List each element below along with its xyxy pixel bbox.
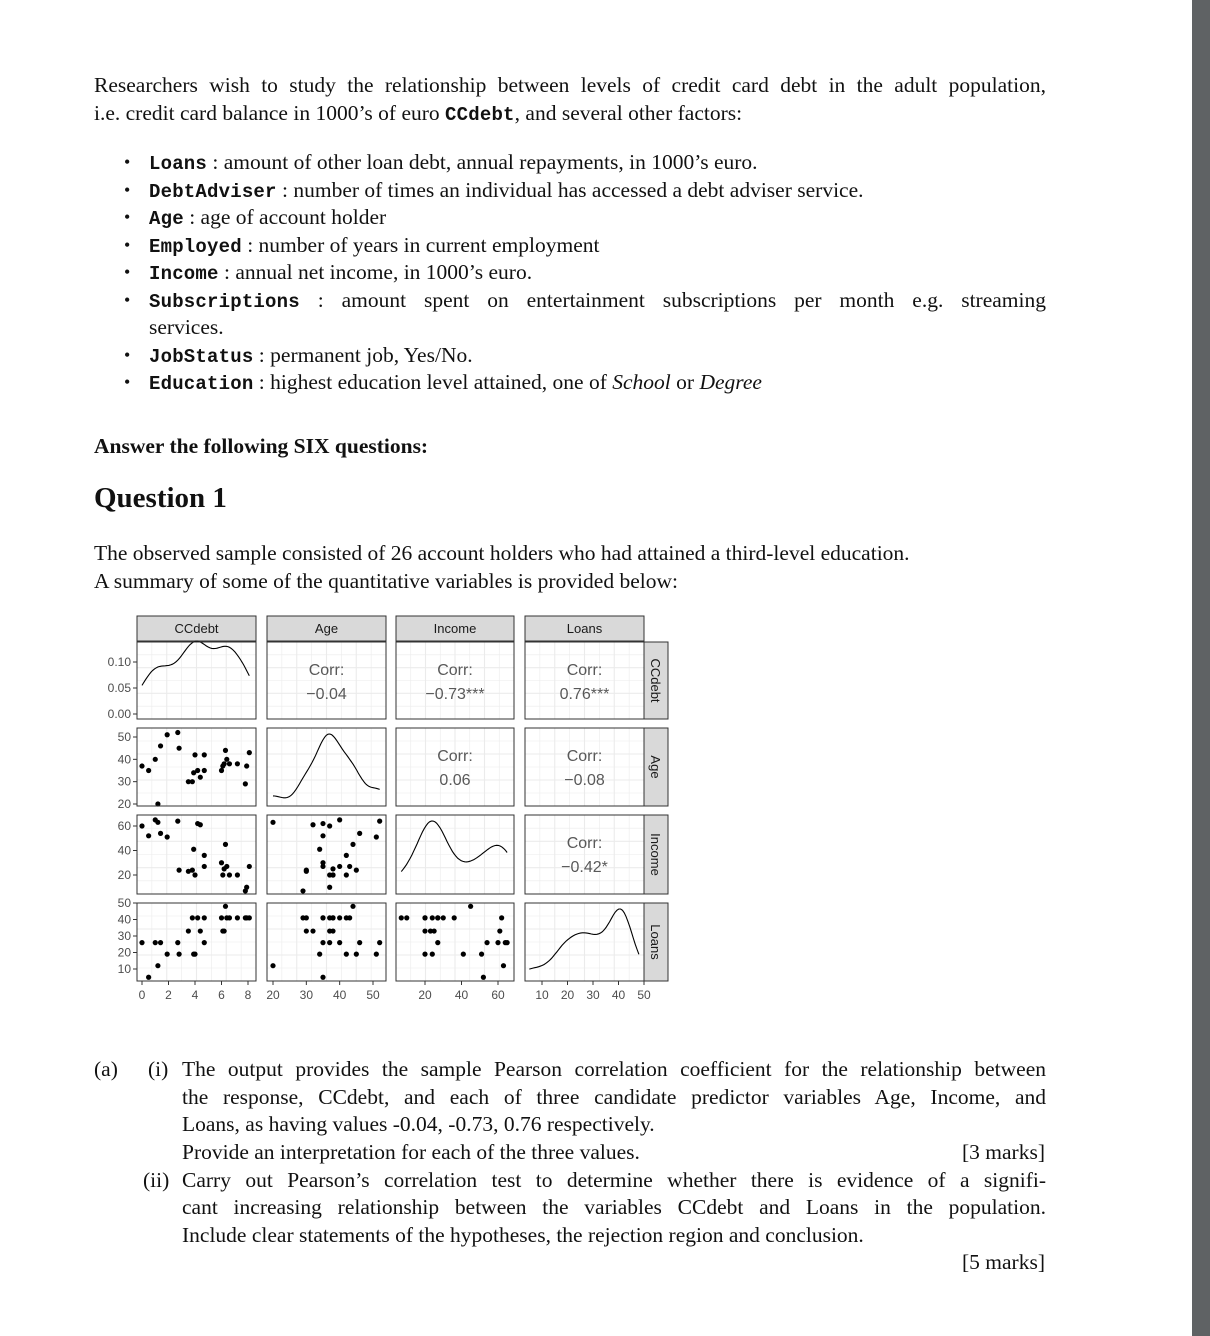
scatter-point [139, 763, 144, 768]
scatter-point [337, 817, 342, 822]
x-tick-label: 20 [266, 988, 280, 1002]
scatter-point [190, 915, 195, 920]
scatter-point [317, 847, 322, 852]
corr-label: Corr: [308, 662, 345, 679]
y-tick-label: 20 [117, 797, 131, 811]
scatter-point [320, 975, 325, 980]
scatter-point [202, 768, 207, 773]
scatter-point [175, 940, 180, 945]
row-strip-label: Income [648, 833, 663, 876]
part-a-i-label: (i) [148, 1057, 169, 1081]
var-name: CCdebt [445, 104, 515, 126]
scatter-point [300, 915, 305, 920]
scatter-point [468, 904, 473, 909]
scatter-point [155, 820, 160, 825]
x-tick-label: 30 [586, 988, 600, 1002]
scatter-point [223, 748, 228, 753]
scatter-point [202, 853, 207, 858]
scatter-point [190, 868, 195, 873]
strip-label: Age [314, 621, 339, 636]
scatter-point [404, 915, 409, 920]
scatter-point [479, 952, 484, 957]
scatter-point [158, 743, 163, 748]
y-tick-label: 40 [117, 912, 131, 927]
scatter-point [227, 872, 232, 877]
scatter-point [244, 885, 249, 890]
scatter-point [330, 872, 335, 877]
scatter-point [501, 963, 506, 968]
corr-label: Corr: [566, 748, 603, 765]
scatter-point [270, 963, 275, 968]
scatter-point [357, 940, 362, 945]
scatter-point [219, 860, 224, 865]
corr-value: 0.06 [439, 772, 471, 789]
scatter-point [155, 963, 160, 968]
scatter-point [139, 940, 144, 945]
corr-label: Corr: [437, 748, 473, 765]
scatter-point [432, 928, 437, 933]
scatter-point [198, 775, 203, 780]
y-tick-label: 30 [117, 774, 131, 789]
var-option: School [612, 370, 671, 394]
var-name: Education [149, 373, 254, 395]
y-tick-label: 40 [117, 843, 131, 858]
row-strip-label: Age [648, 755, 663, 779]
var-desc: : highest education level attained, one of [253, 370, 613, 394]
scatter-point [192, 872, 197, 877]
panel-loans-ccdebt [137, 903, 256, 981]
scatter-point [430, 915, 435, 920]
y-tick-label: 60 [117, 819, 131, 833]
scatter-point [320, 821, 325, 826]
var-desc: : number of times an individual has accessed a debt adviser service. [276, 178, 864, 202]
bullet-icon: • [124, 345, 131, 365]
scatter-point [374, 952, 379, 957]
y-tick-label: 50 [117, 896, 131, 910]
scatter-point [430, 952, 435, 957]
scatter-point [317, 952, 322, 957]
scatter-point [165, 952, 170, 957]
corr-label: Corr: [437, 662, 473, 679]
part-a-ii-line: Include clear statements of the hypotheses, the rejection region and conclusion. [182, 1223, 864, 1247]
x-tick-label: 30 [299, 988, 314, 1002]
scatter-point [192, 752, 197, 757]
scatter-point [422, 928, 427, 933]
scatter-point [158, 831, 163, 836]
scatter-point [219, 915, 224, 920]
scatter-point [484, 940, 489, 945]
var-name: Subscriptions [149, 291, 300, 313]
var-desc: : amount of other loan debt, annual repayments, in 1000’s euro. [207, 150, 758, 174]
corr-value: −0.73*** [425, 686, 485, 703]
var-option: or [670, 370, 700, 394]
var-name: Age [149, 208, 184, 230]
scatter-point [304, 868, 309, 873]
var-desc: : permanent job, Yes/No. [253, 343, 473, 367]
scatter-point [327, 823, 332, 828]
scatter-point [153, 940, 158, 945]
part-a-i-marks: [3 marks] [962, 1140, 1045, 1164]
x-tick-label: 20 [560, 988, 575, 1002]
scatter-point [320, 860, 325, 865]
var-name: Employed [149, 236, 242, 258]
scatter-point [202, 864, 207, 869]
scatter-point [422, 915, 427, 920]
scatter-point [452, 915, 457, 920]
var-name: Income [149, 263, 219, 285]
scatter-point [146, 975, 151, 980]
y-tick-label: 10 [117, 962, 131, 976]
scatter-point [310, 928, 315, 933]
y-tick-label: 0.00 [107, 707, 131, 721]
scatter-point [224, 757, 229, 762]
scatter-point [330, 928, 335, 933]
scatter-point [435, 940, 440, 945]
scatter-point [497, 928, 502, 933]
scatter-point [300, 888, 305, 893]
scatter-point [198, 928, 203, 933]
panel-income-ccdebt [137, 815, 256, 894]
panel-age-ccdebt [137, 728, 256, 807]
question-intro-1: The observed sample consisted of 26 account holders who had attained a third-level education. [94, 541, 910, 565]
panel-age-age [267, 728, 386, 806]
scatter-point [175, 819, 180, 824]
scatter-point [190, 779, 195, 784]
x-tick-label: 50 [366, 988, 380, 1002]
scatter-point [202, 752, 207, 757]
scatter-point [422, 952, 427, 957]
scatter-point [153, 757, 158, 762]
scatter-point [327, 915, 332, 920]
scatter-point [320, 940, 325, 945]
scatter-point [175, 730, 180, 735]
intro-line-1: Researchers wish to study the relationship between levels of credit card debt in the adult population, [94, 73, 1046, 97]
scatter-point [202, 915, 207, 920]
instructions: Answer the following SIX questions: [94, 434, 429, 458]
scatter-point [330, 866, 335, 871]
scatter-point [344, 872, 349, 877]
scatter-point [247, 750, 252, 755]
scatter-point [247, 915, 252, 920]
bullet-icon: • [124, 235, 131, 255]
intro-text: i.e. credit card balance in 1000’s of euro [94, 101, 446, 125]
panel-loans-loans [525, 903, 644, 981]
scatter-point [461, 952, 466, 957]
scatter-point [337, 940, 342, 945]
scatter-point [337, 915, 342, 920]
scatter-point [220, 872, 225, 877]
scatter-point [320, 915, 325, 920]
scatter-point [310, 822, 315, 827]
bullet-icon: • [124, 372, 131, 392]
panel-loans-age [267, 903, 386, 981]
var-name: JobStatus [149, 346, 254, 368]
scatter-point [350, 842, 355, 847]
scatter-point [158, 940, 163, 945]
scatter-point [227, 915, 232, 920]
scatter-point [495, 940, 500, 945]
scatter-point [327, 885, 332, 890]
scatter-point [195, 915, 200, 920]
bullet-icon: • [124, 290, 131, 310]
x-tick-label: 40 [611, 988, 626, 1002]
var-name: DebtAdviser [149, 181, 277, 203]
y-tick-label: 20 [117, 945, 131, 960]
scatter-point [344, 853, 349, 858]
scatter-point [235, 872, 240, 877]
var-desc: : annual net income, in 1000’s euro. [218, 260, 533, 284]
x-tick-label: 4 [191, 988, 199, 1002]
scatter-point [337, 864, 342, 869]
part-a-label: (a) [94, 1057, 118, 1081]
scatter-point [192, 952, 197, 957]
scatter-point [146, 768, 151, 773]
scatter-point [177, 868, 182, 873]
var-option: Degree [699, 370, 762, 394]
scatter-point [347, 864, 352, 869]
panel-income-age [267, 815, 386, 894]
scatter-point [244, 763, 249, 768]
scatter-point [374, 834, 379, 839]
x-tick-label: 10 [535, 988, 549, 1002]
scatter-point [243, 781, 248, 786]
y-tick-label: 20 [117, 868, 131, 882]
y-tick-label: 50 [117, 730, 131, 744]
scatter-point [270, 820, 275, 825]
scatter-point [223, 904, 228, 909]
scatter-point [219, 768, 224, 773]
scatter-point [186, 928, 191, 933]
x-tick-label: 20 [418, 988, 432, 1002]
strip-label: CCdebt [174, 621, 219, 636]
scatter-point [177, 952, 182, 957]
bullet-icon: • [124, 152, 131, 172]
part-a-ii-label: (ii) [143, 1168, 170, 1192]
row-strip-label: CCdebt [648, 658, 663, 703]
x-tick-label: 40 [454, 988, 469, 1002]
scatter-point [354, 868, 359, 873]
scatter-point [235, 761, 240, 766]
scatter-point [344, 952, 349, 957]
scatter-point [222, 928, 227, 933]
corr-value: −0.04 [306, 686, 347, 703]
var-desc: : amount spent on entertainment subscriptions per month e.g. streaming [299, 288, 1046, 312]
scatter-point [399, 915, 404, 920]
x-tick-label: 2 [165, 988, 172, 1002]
intro-text: , and several other factors: [514, 101, 743, 125]
var-name: Loans [149, 153, 208, 175]
panel-loans-income [396, 903, 514, 981]
scatter-point [146, 833, 151, 838]
scatter-point [435, 915, 440, 920]
scatter-point [177, 746, 182, 751]
part-a-i-line: The output provides the sample Pearson correlation coefficient for the relationship between [182, 1057, 1046, 1081]
scatter-point [304, 928, 309, 933]
bullet-icon: • [124, 180, 131, 200]
bullet-icon: • [124, 207, 131, 227]
part-a-i-line: Loans, as having values -0.04, -0.73, 0.76 respectively. [182, 1112, 655, 1136]
scatter-point [165, 834, 170, 839]
corr-value: 0.76*** [559, 686, 610, 703]
scatter-point [224, 864, 229, 869]
scatter-point [357, 831, 362, 836]
corr-label: Corr: [566, 835, 603, 852]
panel-ccdebt-loans [525, 642, 644, 719]
panel-income-loans [525, 815, 644, 894]
scatter-point [377, 940, 382, 945]
x-tick-label: 0 [138, 988, 146, 1002]
panel-age-loans [525, 728, 644, 806]
scatter-point [191, 847, 196, 852]
question-intro-2: A summary of some of the quantitative variables is provided below: [94, 569, 678, 593]
scatter-point [222, 761, 227, 766]
scatter-point [202, 940, 207, 945]
scatter-point [350, 904, 355, 909]
row-strip-label: Loans [648, 924, 663, 960]
scatter-point [320, 833, 325, 838]
scatter-point [227, 761, 232, 766]
y-tick-label: 0.05 [107, 681, 131, 695]
x-tick-label: 40 [332, 988, 347, 1002]
part-a-ii-marks: [5 marks] [962, 1250, 1045, 1274]
y-tick-label: 40 [117, 752, 131, 767]
corr-label: Corr: [566, 662, 603, 679]
corr-value: −0.42* [561, 859, 608, 876]
part-a-ii-line: cant increasing relationship between the variables CCdebt and Loans in the population. [182, 1195, 1046, 1219]
question-title: Question 1 [94, 482, 227, 514]
y-tick-label: 30 [117, 929, 131, 943]
part-a-i-line: Provide an interpretation for each of the three values. [182, 1140, 640, 1164]
scatter-point [377, 819, 382, 824]
x-tick-label: 50 [637, 988, 651, 1002]
scatter-point [327, 940, 332, 945]
scatter-point [499, 915, 504, 920]
scatter-point [223, 842, 228, 847]
part-a-i-line: the response, CCdebt, and each of three candidate predictor variables Age, Income, and [182, 1085, 1046, 1109]
panel-income-income [396, 815, 514, 894]
corr-value: −0.08 [564, 772, 605, 789]
panel-ccdebt-income [396, 642, 514, 719]
bullet-icon: • [124, 262, 131, 282]
x-tick-label: 8 [244, 988, 252, 1002]
scatter-point [247, 864, 252, 869]
scatter-point [139, 823, 144, 828]
scatter-point [165, 732, 170, 737]
y-tick-label: 0.10 [107, 655, 131, 669]
strip-label: Income [433, 621, 477, 636]
x-tick-label: 6 [218, 988, 225, 1002]
variable-item-cont: services. [149, 315, 224, 339]
part-a-ii-line: Carry out Pearson’s correlation test to determine whether there is evidence of a signifi- [182, 1168, 1046, 1192]
var-desc: : age of account holder [183, 205, 387, 229]
panel-age-income [396, 728, 514, 806]
x-tick-label: 60 [491, 988, 505, 1002]
scatter-point [481, 975, 486, 980]
scatter-point [235, 915, 240, 920]
panel-ccdebt-age [267, 642, 386, 719]
scatter-point [441, 915, 446, 920]
panel-ccdebt-ccdebt [137, 641, 256, 719]
scatter-point [354, 952, 359, 957]
scatter-point [347, 915, 352, 920]
strip-label: Loans [566, 621, 603, 636]
var-desc: : number of years in current employment [241, 233, 600, 257]
scatter-point [195, 768, 200, 773]
scatter-point [503, 940, 508, 945]
scatter-point [198, 822, 203, 827]
